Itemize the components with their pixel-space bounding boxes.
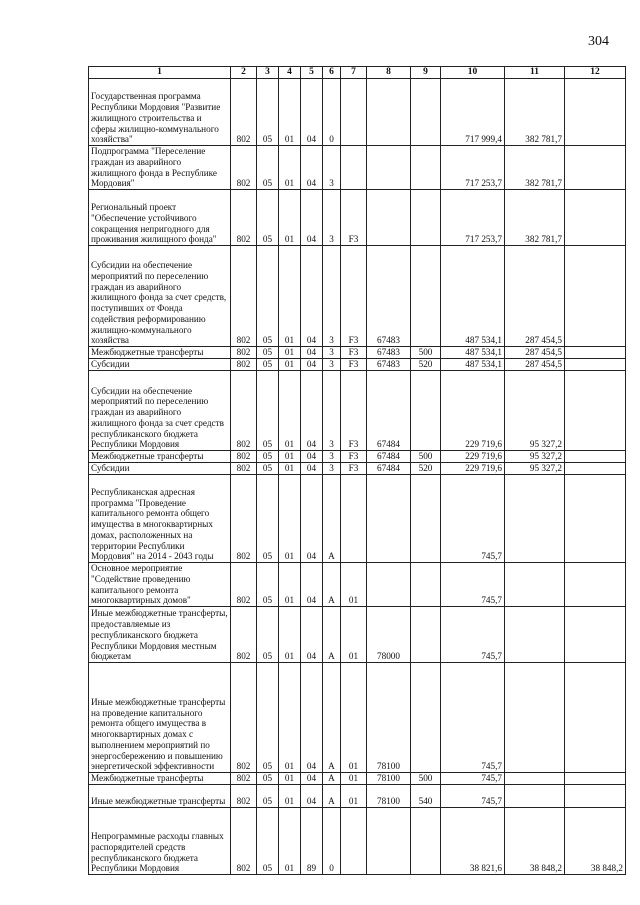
table-cell-col-7: F3 (341, 451, 367, 463)
table-cell-col-7: F3 (341, 347, 367, 359)
table-cell-col-8 (367, 475, 411, 563)
row-name-cell: Межбюджетные трансферты (89, 773, 231, 785)
table-cell-col-11: 287 454,5 (505, 347, 565, 359)
row-name-cell: Субсидии на обеспечение мероприятий по переселению граждан из аварийного жилищного фонда за счет средств, поступивших от Фонда содействия реформированию жилищно-коммунального хозяйства (89, 246, 231, 347)
row-name-cell: Подпрограмма "Переселение граждан из аварийного жилищного фонда в Республике Мордовия" (89, 146, 231, 190)
table-cell-col-2: 802 (231, 451, 257, 463)
table-cell-col-8 (367, 79, 411, 146)
table-cell-col-10: 38 821,6 (441, 808, 505, 875)
table-cell-col-12: 38 848,2 (565, 808, 626, 875)
table-cell-col-6: 3 (323, 347, 341, 359)
table-cell-col-11: 95 327,2 (505, 451, 565, 463)
table-cell-col-12 (565, 563, 626, 607)
table-cell-col-10: 745,7 (441, 785, 505, 808)
table-row (89, 785, 626, 808)
column-header-7: 7 (341, 67, 367, 79)
table-cell-col-10: 745,7 (441, 563, 505, 607)
table-cell-col-10: 745,7 (441, 773, 505, 785)
table-cell-col-10: 229 719,6 (441, 463, 505, 475)
table-cell-col-9 (411, 79, 441, 146)
row-name-cell: Республиканская адресная программа "Проведение капитального ремонта общего имущества в многоквартирных домах, расположенных на территории Республики Мордовия" на 2014 - 2043 годы (89, 475, 231, 563)
table-cell-col-11 (505, 773, 565, 785)
column-header-8: 8 (367, 67, 411, 79)
table-cell-col-9 (411, 563, 441, 607)
table-cell-col-2: 802 (231, 463, 257, 475)
column-header-11: 11 (505, 67, 565, 79)
table-cell-col-2: 802 (231, 347, 257, 359)
row-name-cell: Иные межбюджетные трансферты, предоставляемые из республиканского бюджета Республики Мордовия местным бюджетам (89, 607, 231, 663)
table-cell-col-11 (505, 607, 565, 663)
table-cell-col-10: 717 999,4 (441, 79, 505, 146)
table-cell-col-6: 3 (323, 246, 341, 347)
table-cell-col-4: 01 (279, 785, 301, 808)
table-cell-col-12 (565, 146, 626, 190)
table-cell-col-6: А (323, 773, 341, 785)
table-cell-col-10: 745,7 (441, 475, 505, 563)
table-cell-col-8: 78100 (367, 785, 411, 808)
table-cell-col-6: А (323, 607, 341, 663)
table-cell-col-3: 05 (257, 146, 279, 190)
table-cell-col-9 (411, 146, 441, 190)
column-header-10: 10 (441, 67, 505, 79)
table-cell-col-9 (411, 246, 441, 347)
table-cell-col-5: 04 (301, 663, 323, 773)
column-header-3: 3 (257, 67, 279, 79)
table-cell-col-2: 802 (231, 773, 257, 785)
table-cell-col-5: 04 (301, 190, 323, 246)
table-cell-col-12 (565, 371, 626, 451)
table-cell-col-10: 745,7 (441, 663, 505, 773)
table-cell-col-4: 01 (279, 246, 301, 347)
table-cell-col-2: 802 (231, 146, 257, 190)
table-cell-col-7: F3 (341, 463, 367, 475)
table-cell-col-6: 3 (323, 371, 341, 451)
table-cell-col-9 (411, 808, 441, 875)
table-cell-col-9 (411, 190, 441, 246)
table-cell-col-3: 05 (257, 785, 279, 808)
column-header-12: 12 (565, 67, 626, 79)
table-cell-col-9: 500 (411, 347, 441, 359)
table-cell-col-8: 67484 (367, 451, 411, 463)
table-cell-col-12 (565, 347, 626, 359)
table-row (89, 371, 626, 451)
column-header-5: 5 (301, 67, 323, 79)
table-cell-col-3: 05 (257, 663, 279, 773)
table-cell-col-9 (411, 663, 441, 773)
table-cell-col-9 (411, 371, 441, 451)
table-cell-col-5: 04 (301, 79, 323, 146)
table-cell-col-7: 01 (341, 663, 367, 773)
table-cell-col-5: 04 (301, 359, 323, 371)
table-cell-col-12 (565, 246, 626, 347)
table-cell-col-10: 229 719,6 (441, 451, 505, 463)
table-row (89, 451, 626, 463)
table-cell-col-4: 01 (279, 563, 301, 607)
table-cell-col-6: А (323, 563, 341, 607)
table-cell-col-5: 04 (301, 146, 323, 190)
table-cell-col-12 (565, 79, 626, 146)
table-cell-col-3: 05 (257, 463, 279, 475)
table-cell-col-2: 802 (231, 663, 257, 773)
table-cell-col-6: 0 (323, 808, 341, 875)
table-cell-col-8 (367, 146, 411, 190)
table-cell-col-6: А (323, 475, 341, 563)
table-row (89, 246, 626, 347)
table-cell-col-3: 05 (257, 773, 279, 785)
table-cell-col-11: 95 327,2 (505, 463, 565, 475)
table-cell-col-3: 05 (257, 79, 279, 146)
table-cell-col-2: 802 (231, 371, 257, 451)
table-cell-col-4: 01 (279, 773, 301, 785)
table-cell-col-11: 287 454,5 (505, 359, 565, 371)
table-cell-col-4: 01 (279, 347, 301, 359)
table-cell-col-2: 802 (231, 563, 257, 607)
row-name-cell: Непрограммные расходы главных распорядителей средств республиканского бюджета Республики Мордовия (89, 808, 231, 875)
table-cell-col-4: 01 (279, 607, 301, 663)
table-cell-col-10: 745,7 (441, 607, 505, 663)
table-cell-col-6: 0 (323, 79, 341, 146)
column-header-9: 9 (411, 67, 441, 79)
table-cell-col-2: 802 (231, 79, 257, 146)
table-cell-col-5: 04 (301, 607, 323, 663)
table-cell-col-3: 05 (257, 808, 279, 875)
table-cell-col-4: 01 (279, 451, 301, 463)
table-cell-col-10: 487 534,1 (441, 347, 505, 359)
column-header-2: 2 (231, 67, 257, 79)
row-name-cell: Межбюджетные трансферты (89, 347, 231, 359)
table-cell-col-8: 67483 (367, 347, 411, 359)
table-cell-col-9: 520 (411, 463, 441, 475)
table-cell-col-5: 04 (301, 347, 323, 359)
budget-table (88, 66, 626, 875)
table-cell-col-11: 38 848,2 (505, 808, 565, 875)
table-cell-col-3: 05 (257, 607, 279, 663)
table-cell-col-9: 500 (411, 773, 441, 785)
table-cell-col-6: 3 (323, 359, 341, 371)
table-cell-col-3: 05 (257, 371, 279, 451)
table-row (89, 475, 626, 563)
table-cell-col-4: 01 (279, 663, 301, 773)
table-cell-col-2: 802 (231, 607, 257, 663)
row-name-cell: Субсидии (89, 359, 231, 371)
table-cell-col-12 (565, 663, 626, 773)
table-cell-col-2: 802 (231, 475, 257, 563)
table-cell-col-2: 802 (231, 808, 257, 875)
table-cell-col-3: 05 (257, 246, 279, 347)
table-cell-col-5: 04 (301, 246, 323, 347)
table-cell-col-12 (565, 785, 626, 808)
table-row (89, 347, 626, 359)
table-cell-col-11 (505, 663, 565, 773)
table-row (89, 359, 626, 371)
table-cell-col-4: 01 (279, 463, 301, 475)
header-row (89, 67, 626, 79)
table-cell-col-11: 382 781,7 (505, 190, 565, 246)
row-name-cell: Субсидии на обеспечение мероприятий по переселению граждан из аварийного жилищного фонда за счет средств республиканского бюджета Республики Мордовия (89, 371, 231, 451)
table-cell-col-6: А (323, 663, 341, 773)
table-cell-col-9: 540 (411, 785, 441, 808)
table-cell-col-12 (565, 773, 626, 785)
table-cell-col-8: 67484 (367, 463, 411, 475)
row-name-cell: Региональный проект "Обеспечение устойчивого сокращения непригодного для проживания жилищного фонда" (89, 190, 231, 246)
table-cell-col-7 (341, 79, 367, 146)
column-header-6: 6 (323, 67, 341, 79)
table-row (89, 146, 626, 190)
table-cell-col-5: 04 (301, 475, 323, 563)
row-name-cell: Иные межбюджетные трансферты (89, 785, 231, 808)
table-cell-col-8: 67484 (367, 371, 411, 451)
table-cell-col-11: 287 454,5 (505, 246, 565, 347)
table-cell-col-7: 01 (341, 607, 367, 663)
table-cell-col-2: 802 (231, 785, 257, 808)
table-cell-col-7: 01 (341, 563, 367, 607)
table-cell-col-9: 520 (411, 359, 441, 371)
table-cell-col-5: 04 (301, 451, 323, 463)
table-cell-col-12 (565, 451, 626, 463)
table-cell-col-4: 01 (279, 79, 301, 146)
table-cell-col-2: 802 (231, 190, 257, 246)
table-cell-col-12 (565, 463, 626, 475)
table-cell-col-7 (341, 475, 367, 563)
table-cell-col-8 (367, 808, 411, 875)
table-cell-col-5: 04 (301, 463, 323, 475)
table-row (89, 607, 626, 663)
table-row (89, 563, 626, 607)
table-cell-col-3: 05 (257, 563, 279, 607)
page-number: 304 (588, 34, 609, 49)
row-name-cell: Государственная программа Республики Мордовия "Развитие жилищного строительства и сферы жилищно-коммунального хозяйства" (89, 79, 231, 146)
table-cell-col-8: 78000 (367, 607, 411, 663)
table-cell-col-8 (367, 563, 411, 607)
table-cell-col-8: 67483 (367, 359, 411, 371)
table-cell-col-5: 04 (301, 371, 323, 451)
table-cell-col-5: 89 (301, 808, 323, 875)
table-cell-col-2: 802 (231, 246, 257, 347)
table-cell-col-9 (411, 607, 441, 663)
table-cell-col-6: 3 (323, 463, 341, 475)
table-cell-col-11: 95 327,2 (505, 371, 565, 451)
table-cell-col-10: 717 253,7 (441, 146, 505, 190)
table-cell-col-3: 05 (257, 359, 279, 371)
table-cell-col-11 (505, 785, 565, 808)
table-cell-col-2: 802 (231, 359, 257, 371)
table-cell-col-5: 04 (301, 785, 323, 808)
table-cell-col-5: 04 (301, 773, 323, 785)
table-row (89, 663, 626, 773)
table-cell-col-12 (565, 359, 626, 371)
row-name-cell: Основное мероприятие "Содействие проведению капитального ремонта многоквартирных домов" (89, 563, 231, 607)
table-cell-col-11: 382 781,7 (505, 146, 565, 190)
table-cell-col-4: 01 (279, 808, 301, 875)
table-row (89, 79, 626, 146)
table-cell-col-7 (341, 146, 367, 190)
row-name-cell: Иные межбюджетные трансферты на проведение капитального ремонта общего имущества в многоквартирных домах с выполнением мероприятий по энергосбережению и повышению энергетической эффективности (89, 663, 231, 773)
table-cell-col-4: 01 (279, 190, 301, 246)
table-cell-col-12 (565, 475, 626, 563)
table-row (89, 773, 626, 785)
column-header-4: 4 (279, 67, 301, 79)
table-cell-col-7: F3 (341, 190, 367, 246)
table-cell-col-6: А (323, 785, 341, 808)
table-cell-col-7 (341, 808, 367, 875)
table-cell-col-10: 487 534,1 (441, 246, 505, 347)
table-cell-col-8 (367, 190, 411, 246)
table-cell-col-8: 78100 (367, 663, 411, 773)
table-body (89, 79, 626, 875)
table-cell-col-4: 01 (279, 146, 301, 190)
table-cell-col-10: 717 253,7 (441, 190, 505, 246)
table-cell-col-4: 01 (279, 371, 301, 451)
table-cell-col-7: F3 (341, 371, 367, 451)
table-cell-col-3: 05 (257, 190, 279, 246)
table-cell-col-4: 01 (279, 359, 301, 371)
table-cell-col-7: 01 (341, 773, 367, 785)
table-row (89, 808, 626, 875)
table-cell-col-6: 3 (323, 190, 341, 246)
table-cell-col-11 (505, 475, 565, 563)
table-cell-col-10: 487 534,1 (441, 359, 505, 371)
table-cell-col-9: 500 (411, 451, 441, 463)
table-cell-col-12 (565, 190, 626, 246)
table-cell-col-10: 229 719,6 (441, 371, 505, 451)
row-name-cell: Субсидии (89, 463, 231, 475)
table-row (89, 463, 626, 475)
table-cell-col-11: 382 781,7 (505, 79, 565, 146)
table-cell-col-6: 3 (323, 451, 341, 463)
table-cell-col-7: 01 (341, 785, 367, 808)
table-cell-col-6: 3 (323, 146, 341, 190)
table-row (89, 190, 626, 246)
table-cell-col-8: 67483 (367, 246, 411, 347)
table-cell-col-12 (565, 607, 626, 663)
table-cell-col-8: 78100 (367, 773, 411, 785)
table-cell-col-3: 05 (257, 347, 279, 359)
row-name-cell: Межбюджетные трансферты (89, 451, 231, 463)
table-cell-col-4: 01 (279, 475, 301, 563)
table-cell-col-11 (505, 563, 565, 607)
table-cell-col-7: F3 (341, 359, 367, 371)
table-cell-col-3: 05 (257, 451, 279, 463)
column-header-1: 1 (89, 67, 231, 79)
table-cell-col-9 (411, 475, 441, 563)
table-cell-col-5: 04 (301, 563, 323, 607)
table-cell-col-3: 05 (257, 475, 279, 563)
table-cell-col-7: F3 (341, 246, 367, 347)
